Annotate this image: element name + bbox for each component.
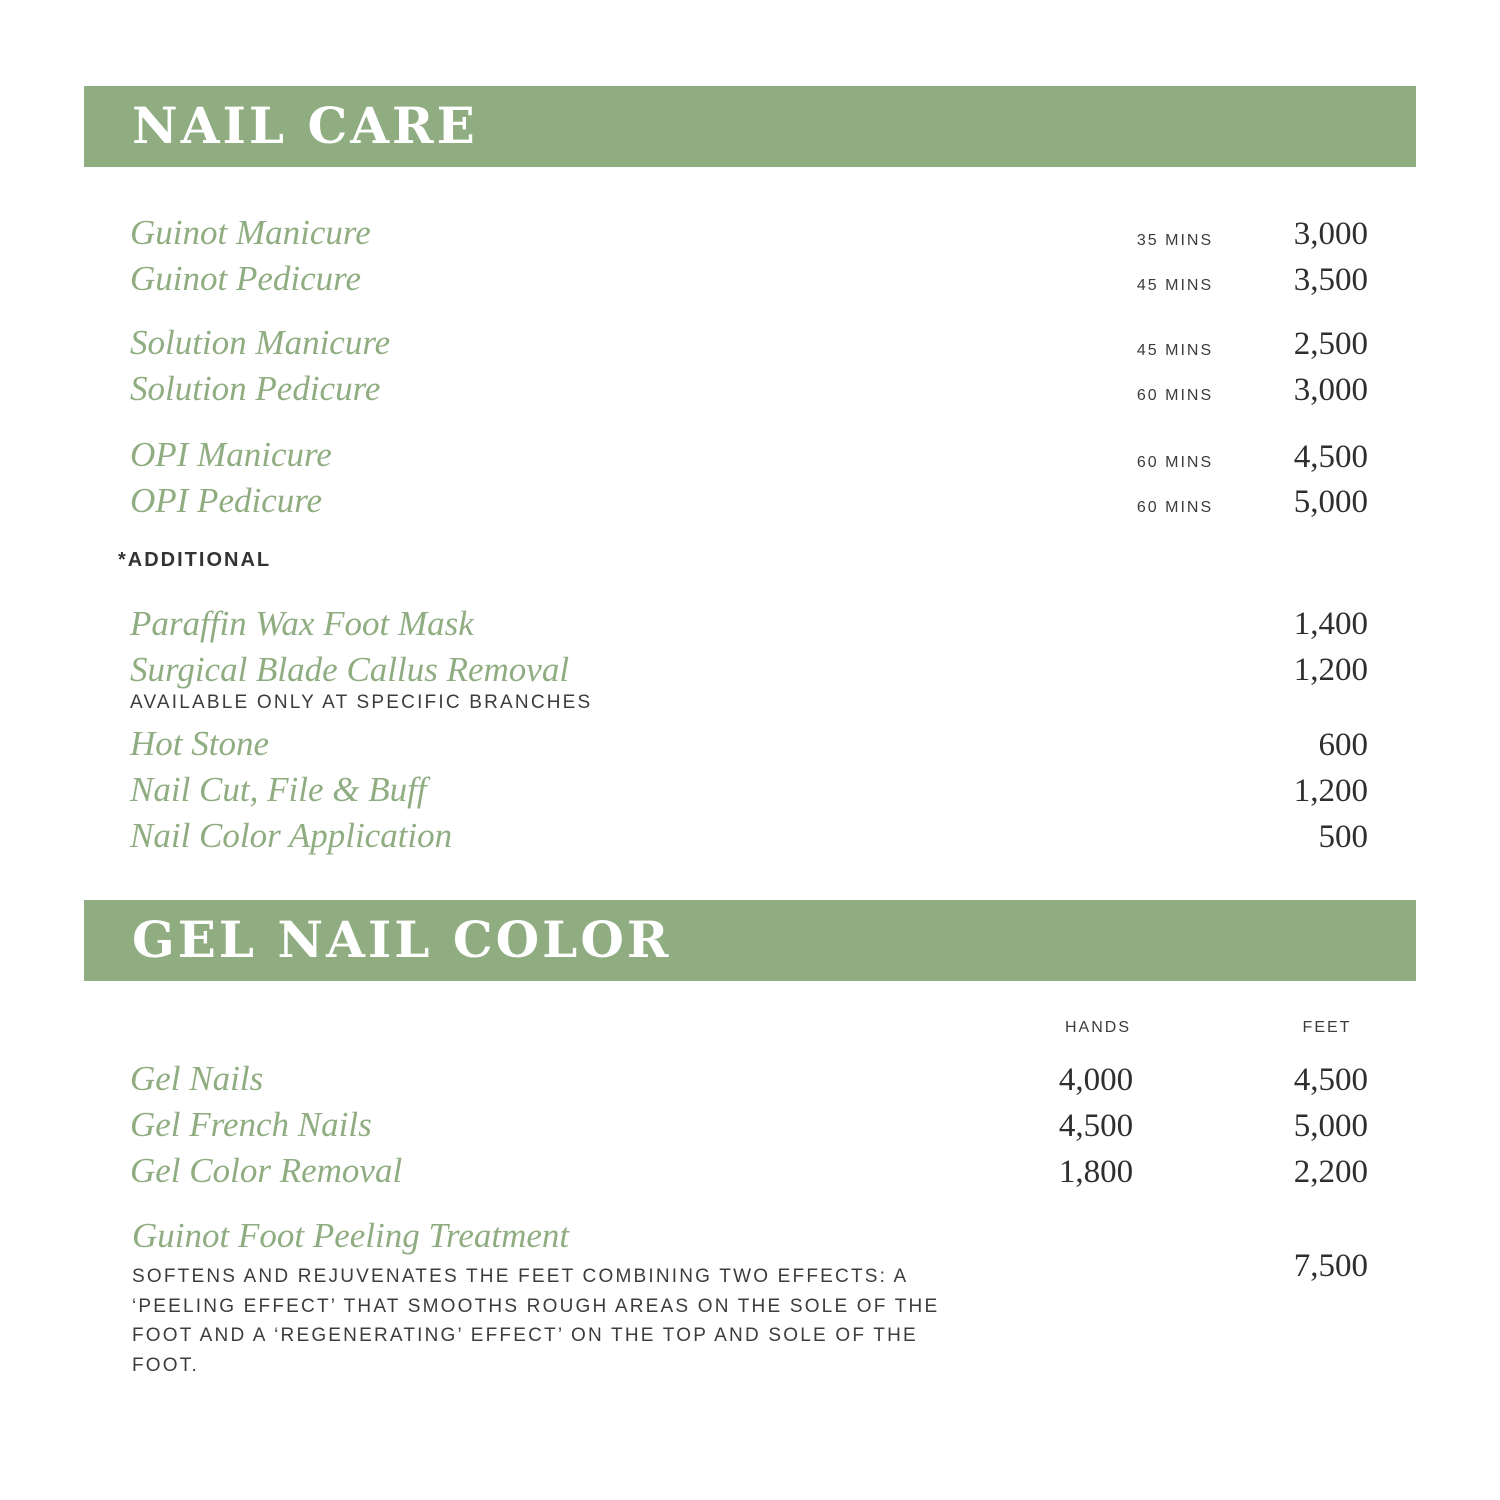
service-name: Nail Cut, File & Buff xyxy=(130,770,427,809)
service-name: Solution Pedicure xyxy=(130,369,381,408)
feet-price: 4,500 xyxy=(1293,1062,1368,1098)
service-name: Surgical Blade Callus Removal xyxy=(130,650,570,689)
column-header-feet: FEET xyxy=(1302,1019,1352,1036)
service-name: Nail Color Application xyxy=(130,816,453,855)
feature-service-description: SOFTENS AND REJUVENATES THE FEET COMBINING TWO EFFECTS: A ‘PEELING EFFECT’ THAT SMOOTHS ROUGH AREAS ON THE SOLE OF THE FOOT AND A ‘REGENERATING’ EFFECT’ ON THE TOP AND SOLE OF THE FOOT. xyxy=(132,1266,940,1376)
service-name: Hot Stone xyxy=(130,724,270,763)
section-title-gel-nail-color: GEL NAIL COLOR xyxy=(132,910,672,969)
service-price: 500 xyxy=(1318,819,1368,855)
service-price: 3,000 xyxy=(1293,372,1368,408)
service-name: Gel Color Removal xyxy=(130,1151,403,1190)
service-name: Guinot Manicure xyxy=(130,213,371,252)
hands-price: 4,500 xyxy=(1058,1108,1134,1144)
nail-care-banner xyxy=(84,86,1416,167)
additional-label: *ADDITIONAL xyxy=(118,549,272,571)
hands-price: 4,000 xyxy=(1058,1062,1134,1098)
service-price: 600 xyxy=(1318,727,1368,763)
service-name: OPI Manicure xyxy=(130,435,332,474)
service-duration: 45 MINS xyxy=(1136,277,1214,294)
feet-price: 5,000 xyxy=(1293,1108,1368,1144)
section-title-nail-care: NAIL CARE xyxy=(132,96,478,155)
service-price: 2,500 xyxy=(1293,326,1368,362)
service-price: 3,500 xyxy=(1293,262,1368,298)
service-price: 1,200 xyxy=(1293,773,1368,809)
service-price: 1,400 xyxy=(1293,606,1368,642)
service-name: Guinot Pedicure xyxy=(130,259,362,298)
service-name: Gel Nails xyxy=(130,1059,264,1098)
service-price: 4,500 xyxy=(1293,439,1368,475)
service-price: 5,000 xyxy=(1293,484,1368,520)
gel-nail-color-banner xyxy=(84,900,1416,981)
service-name: Solution Manicure xyxy=(130,323,391,362)
service-name: Paraffin Wax Foot Mask xyxy=(130,604,474,643)
feature-service-name: Guinot Foot Peeling Treatment xyxy=(132,1216,570,1255)
service-price: 1,200 xyxy=(1293,652,1368,688)
service-price: 3,000 xyxy=(1293,216,1368,252)
service-name: OPI Pedicure xyxy=(130,481,323,520)
service-name: Gel French Nails xyxy=(130,1105,372,1144)
service-duration: 35 MINS xyxy=(1136,232,1214,249)
feet-price: 2,200 xyxy=(1293,1154,1368,1190)
service-duration: 60 MINS xyxy=(1136,387,1214,404)
service-duration: 45 MINS xyxy=(1136,342,1214,359)
service-duration: 60 MINS xyxy=(1136,499,1214,516)
service-note: AVAILABLE ONLY AT SPECIFIC BRANCHES xyxy=(130,692,593,713)
hands-price: 1,800 xyxy=(1058,1154,1134,1190)
column-header-hands: HANDS xyxy=(1064,1019,1131,1036)
feature-service-price: 7,500 xyxy=(1293,1248,1368,1284)
service-duration: 60 MINS xyxy=(1136,454,1214,471)
